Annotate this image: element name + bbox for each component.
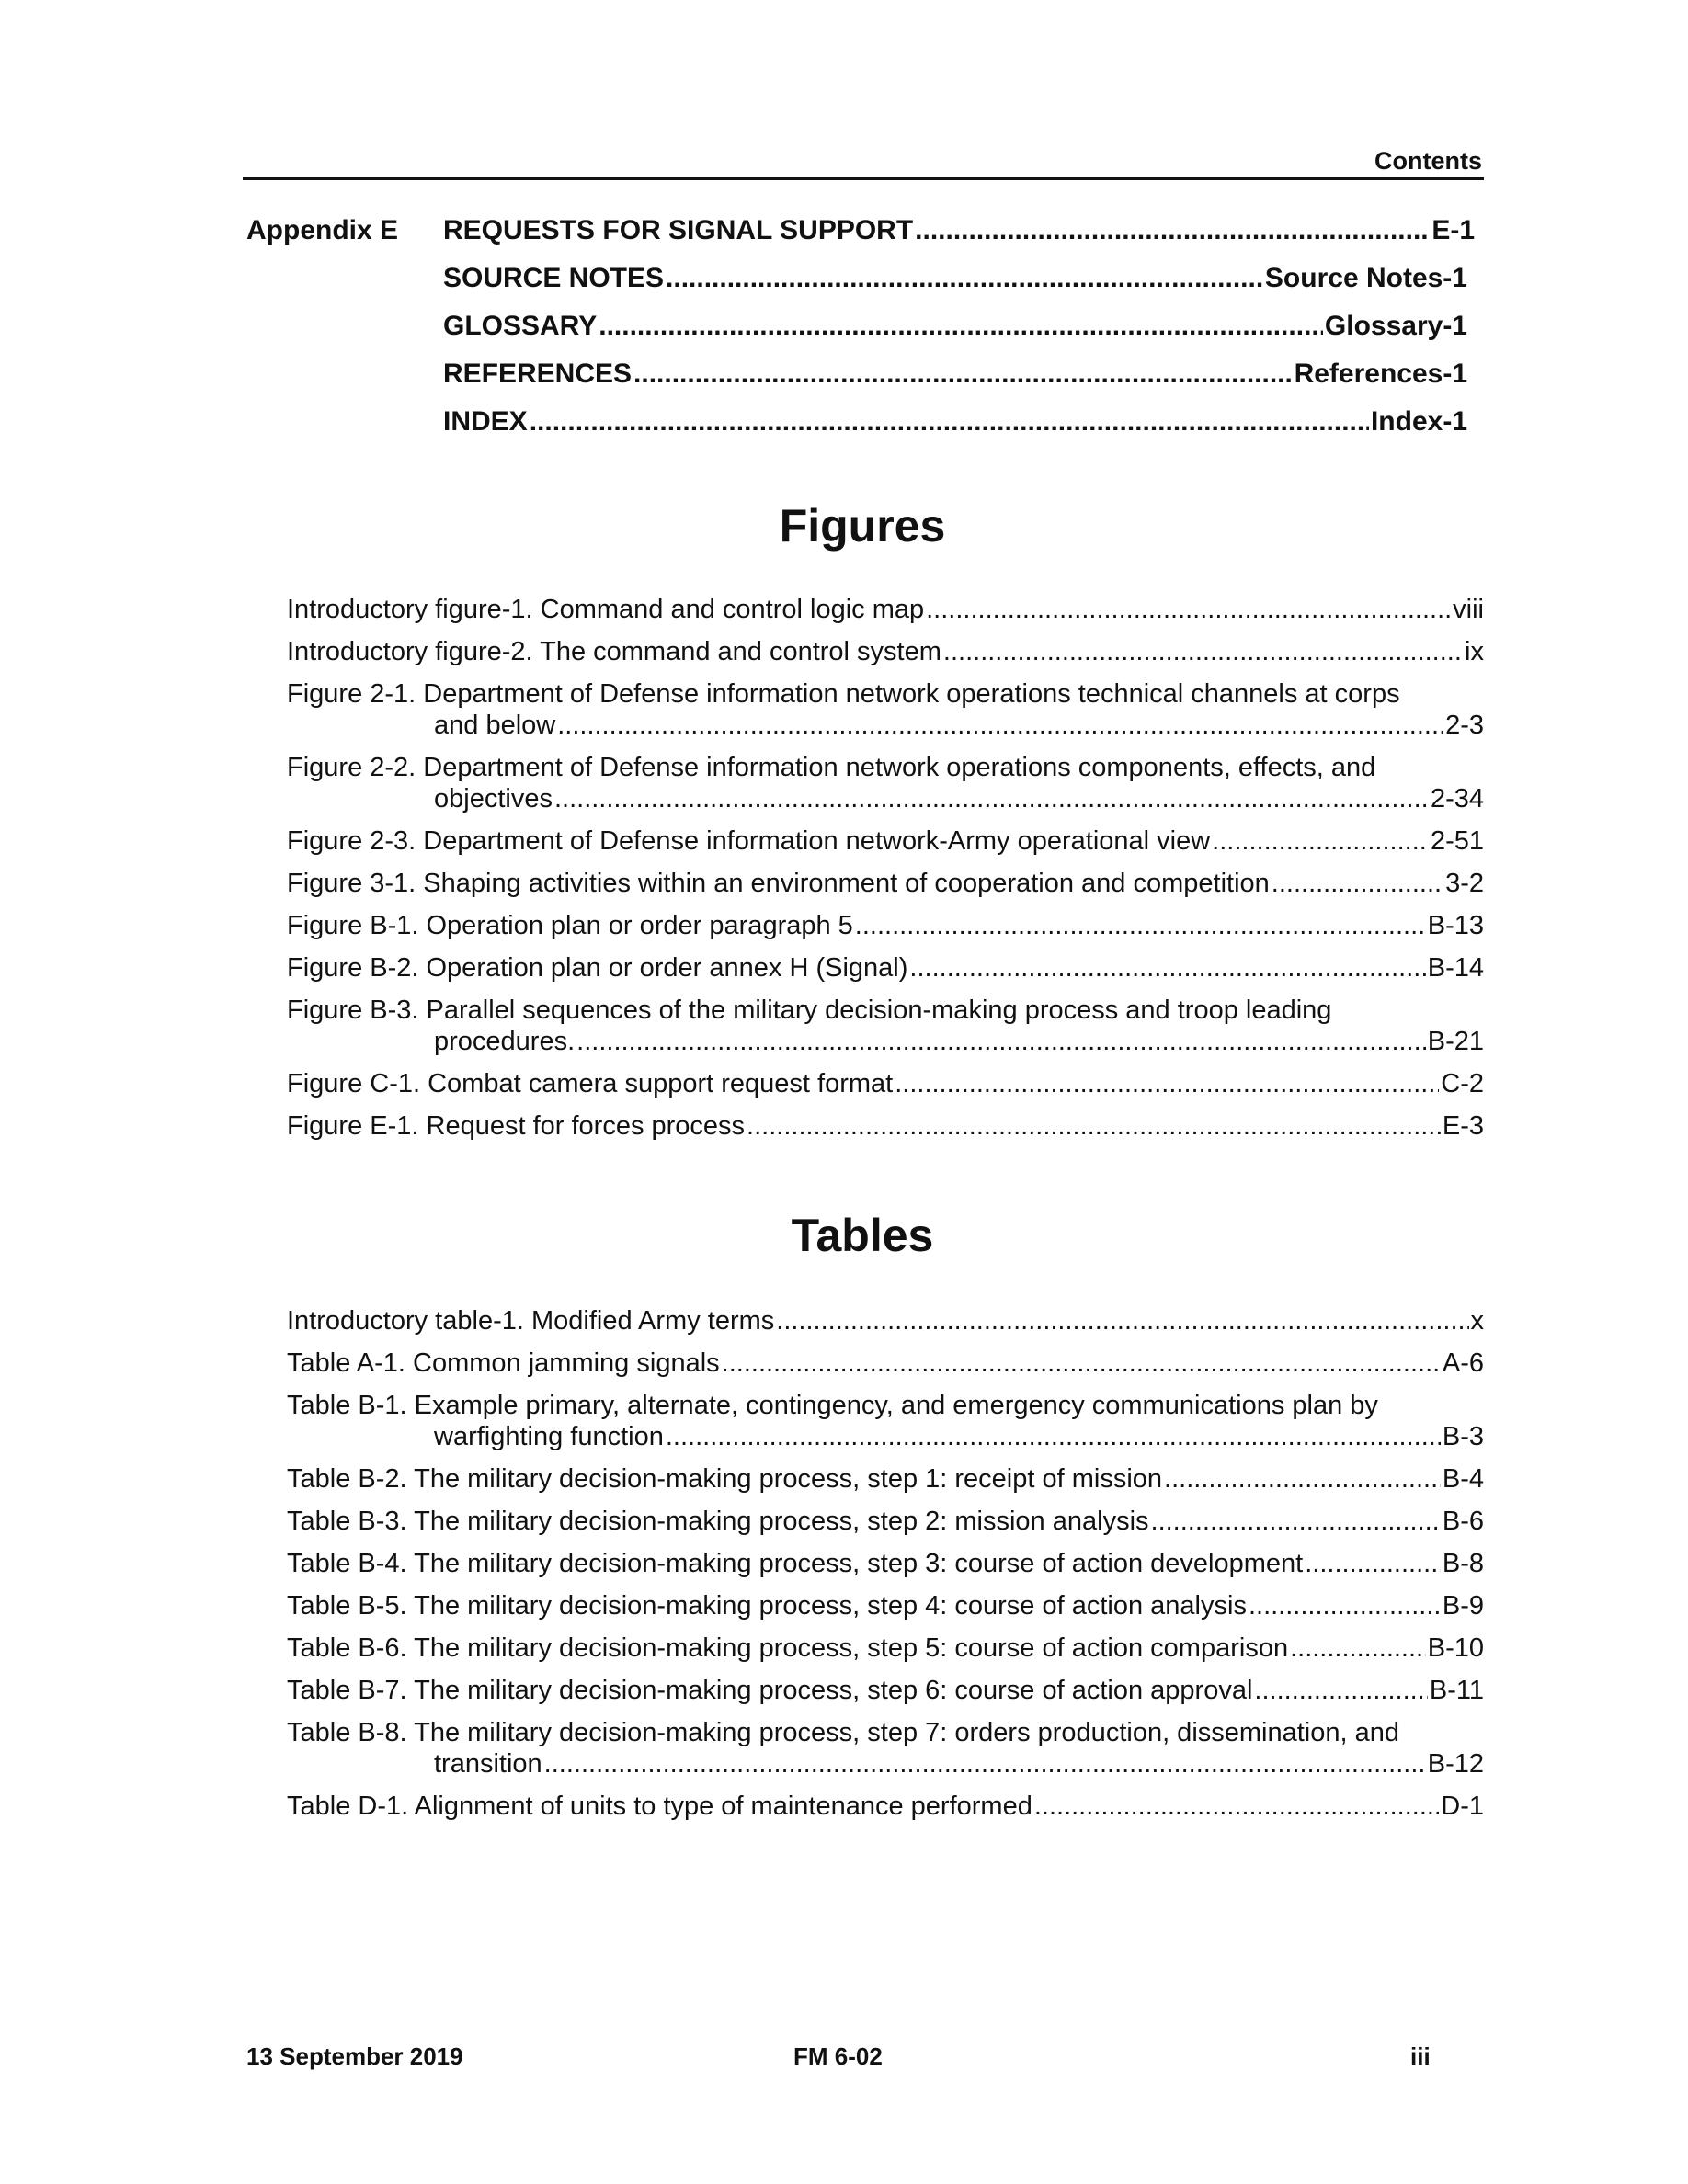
dot-leader [633,356,1293,392]
entry-title-continued: objectives [434,784,553,813]
footer-doc-id: FM 6-02 [793,2042,883,2070]
entry-title: SOURCE NOTES [443,263,665,293]
dot-leader [1305,1548,1441,1579]
entry-page: Source Notes-1 [1264,263,1467,293]
dot-leader [576,1026,1426,1057]
dot-leader [926,594,1451,625]
entry-page: ix [1465,637,1484,666]
entry-title: REQUESTS FOR SIGNAL SUPPORT [443,215,914,245]
dot-leader [747,1110,1441,1142]
entry-title-continued: warfighting function [434,1422,664,1451]
figure-entry[interactable] [287,678,1484,752]
entry-title: REFERENCES [443,358,633,389]
dot-leader [544,1748,1426,1780]
entry-title: Introductory table-1. Modified Army terms [287,1306,775,1336]
figure-entry[interactable] [287,1110,1484,1153]
entry-title: Table B-6. The military decision-making process, step 5: course of action comparison [287,1633,1289,1663]
dot-leader [530,404,1369,440]
toc-entry-references[interactable] [243,356,1475,392]
toc-entry-appendix-e[interactable] [243,212,1475,249]
table-entry[interactable] [287,1675,1484,1717]
figure-entry[interactable] [287,910,1484,952]
table-entry[interactable] [287,1305,1484,1348]
table-entry[interactable] [287,1590,1484,1632]
figures-heading: Figures [779,500,946,552]
entry-page: A-6 [1442,1348,1484,1378]
entry-page: B-13 [1427,911,1484,940]
dot-leader [915,212,1430,249]
entry-page: 3-2 [1445,869,1484,898]
entry-title: Table B-3. The military decision-making process, step 2: mission analysis [287,1507,1149,1536]
entry-page: B-8 [1442,1549,1484,1578]
tables-list [287,1305,1484,1833]
footer-page-number: iii [1410,2042,1431,2070]
figure-entry[interactable] [287,995,1484,1068]
entry-title: Figure 2-1. Department of Defense information network operations technical channels at corps [287,679,1400,709]
entry-title: Figure B-2. Operation plan or order annex H (Signal) [287,953,908,983]
table-entry[interactable] [287,1717,1484,1791]
toc-entry-index[interactable] [243,404,1475,440]
entry-title: INDEX [443,406,528,437]
header-label: Contents [1374,147,1482,175]
entry-page: D-1 [1441,1792,1484,1821]
tables-heading: Tables [791,1210,934,1261]
table-entry[interactable] [287,1463,1484,1506]
entry-page: References-1 [1294,358,1467,389]
dot-leader [599,308,1323,345]
entry-page: C-2 [1441,1069,1484,1098]
dot-leader [855,910,1426,941]
entry-title: Figure 3-1. Shaping activities within an environment of cooperation and competition [287,869,1270,898]
dot-leader [1212,825,1429,857]
dot-leader [943,636,1463,667]
entry-page: B-11 [1429,1676,1484,1705]
entry-title: Table B-8. The military decision-making process, step 7: orders production, dissemination, and [287,1718,1399,1747]
table-entry[interactable] [287,1632,1484,1675]
figure-entry[interactable] [287,952,1484,995]
entry-title: Table D-1. Alignment of units to type of maintenance performed [287,1792,1032,1821]
figure-entry[interactable] [287,868,1484,910]
header-rule [243,177,1484,180]
entry-title-continued: procedures. [434,1027,576,1056]
footer-date: 13 September 2019 [246,2042,463,2070]
figure-entry[interactable] [287,636,1484,678]
dot-leader [776,1305,1468,1337]
entry-title: Figure C-1. Combat camera support request format [287,1069,894,1098]
entry-page: 2-51 [1430,826,1484,856]
dot-leader [1249,1590,1441,1621]
entry-title: Introductory figure-1. Command and control logic map [287,595,925,624]
figure-entry[interactable] [287,752,1484,825]
entry-title: Table B-2. The military decision-making process, step 1: receipt of mission [287,1464,1163,1494]
table-entry[interactable] [287,1791,1484,1833]
dot-leader [909,952,1425,984]
entry-page: B-10 [1427,1633,1484,1663]
entry-title: Figure E-1. Request for forces process [287,1111,746,1141]
dot-leader [722,1348,1441,1379]
entry-title-continued: and below [434,711,556,740]
entry-page: B-9 [1442,1591,1484,1621]
dot-leader [666,1421,1441,1452]
table-entry[interactable] [287,1348,1484,1390]
entry-page: viii [1453,595,1484,624]
figures-list [287,594,1484,1153]
dot-leader [1164,1463,1441,1495]
entry-page: B-3 [1442,1422,1484,1451]
entry-page: B-6 [1442,1507,1484,1536]
entry-title-continued: transition [434,1749,542,1779]
entry-page: B-12 [1427,1749,1484,1779]
dot-leader [895,1068,1439,1099]
table-entry[interactable] [287,1548,1484,1590]
dot-leader [557,710,1443,741]
dot-leader [1034,1791,1439,1822]
table-entry[interactable] [287,1506,1484,1548]
toc-entry-glossary[interactable] [243,308,1475,345]
entry-title: Table A-1. Common jamming signals [287,1348,720,1378]
entry-page: Glossary-1 [1324,311,1467,341]
entry-page: 2-34 [1430,784,1484,813]
entry-title: Table B-5. The military decision-making process, step 4: course of action analysis [287,1591,1247,1621]
entry-title: Table B-7. The military decision-making process, step 6: course of action approval [287,1676,1253,1705]
entry-page: 2-3 [1445,711,1484,740]
figure-entry[interactable] [287,825,1484,868]
entry-title: Figure 2-2. Department of Defense information network operations components, effects, and [287,753,1376,782]
entry-title: Figure B-3. Parallel sequences of the military decision-making process and troop leading [287,995,1332,1025]
entry-title: Table B-4. The military decision-making process, step 3: course of action development [287,1549,1304,1578]
entry-page: B-14 [1427,953,1484,983]
entry-page: B-21 [1427,1027,1484,1056]
appendix-label: Appendix E [246,215,399,245]
entry-title: Table B-1. Example primary, alternate, contingency, and emergency communications plan by [287,1391,1378,1420]
entry-title: Figure B-1. Operation plan or order paragraph 5 [287,911,853,940]
entry-page: E-3 [1442,1111,1484,1141]
entry-title: Introductory figure-2. The command and control system [287,637,941,666]
dot-leader [1254,1675,1427,1706]
toc-entry-source-notes[interactable] [243,260,1475,297]
dot-leader [554,783,1429,814]
dot-leader [1151,1506,1441,1537]
entry-page: B-4 [1442,1464,1484,1494]
entry-page: Index-1 [1370,406,1467,437]
dot-leader [666,260,1263,297]
entry-page: E-1 [1431,215,1475,245]
entry-title: Figure 2-3. Department of Defense information network-Army operational view [287,826,1211,856]
table-entry[interactable] [287,1390,1484,1463]
dot-leader [1290,1632,1426,1664]
figure-entry[interactable] [287,1068,1484,1110]
entry-page: x [1470,1306,1484,1336]
dot-leader [1272,868,1443,899]
figure-entry[interactable] [287,594,1484,636]
entry-title: GLOSSARY [443,311,598,341]
